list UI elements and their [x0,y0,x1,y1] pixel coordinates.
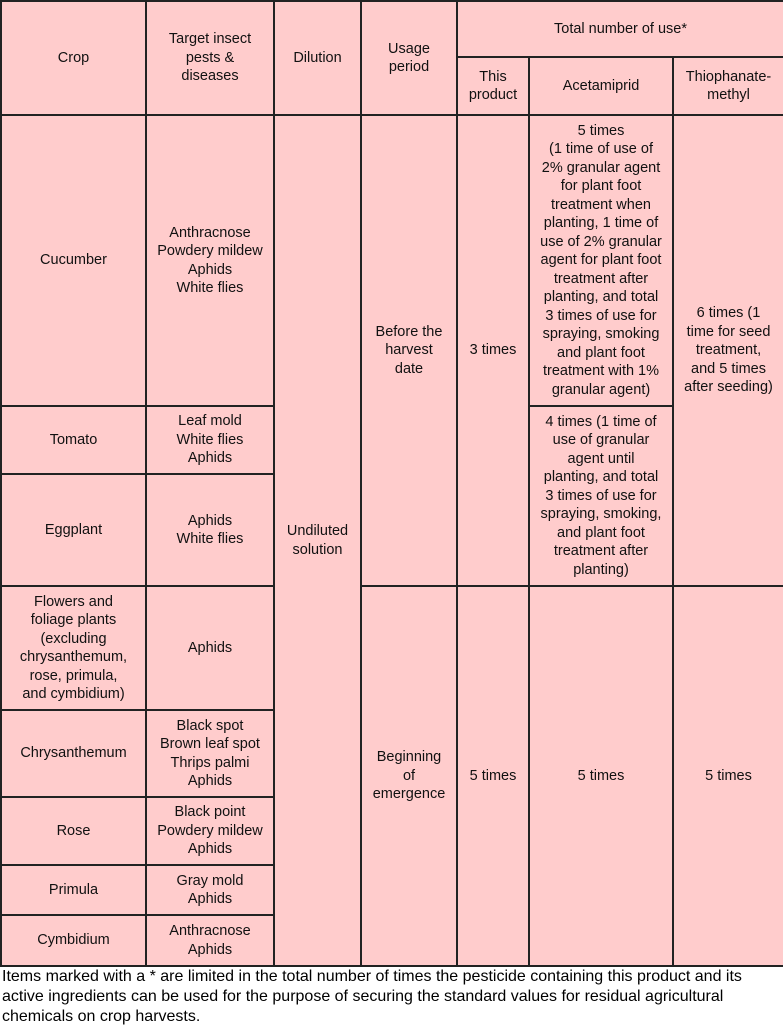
target-flowers: Aphids [146,586,274,710]
crop-rose: Rose [1,797,146,865]
header-usage-period: Usage period [361,1,457,115]
crop-flowers: Flowers and foliage plants (excluding chrysanthemum, rose, primula, and cymbidium) [1,586,146,710]
dilution-cell: Undiluted solution [274,115,361,966]
crop-chrysanthemum: Chrysanthemum [1,710,146,797]
acetamiprid-tomato-eggplant: 4 times (1 time of use of granular agent until planting, and total 3 times of use for spraying, smoking, and plant foot treatment after planting) [529,406,673,586]
header-row-1 [1,1,783,57]
acetamiprid-cucumber: 5 times (1 time of use of 2% granular agent for plant foot treatment when planting, 1 time of use of 2% granular agent for plant foot treatment after planting, and total 3 times of use for spraying, smoking and plant foot treatment with 1% granular agent) [529,115,673,406]
header-target-pests: Target insect pests & diseases [146,1,274,115]
header-crop: Crop [1,1,146,115]
target-chrysanthemum: Black spot Brown leaf spot Thrips palmi Aphids [146,710,274,797]
target-tomato: Leaf mold White flies Aphids [146,406,274,474]
thiophanate-flowers: 5 times [673,586,783,966]
target-cucumber: Anthracnose Powdery mildew Aphids White flies [146,115,274,406]
crop-tomato: Tomato [1,406,146,474]
crop-primula: Primula [1,865,146,915]
target-primula: Gray mold Aphids [146,865,274,915]
header-this-product: This product [457,57,529,115]
usage-period-vegetables: Before the harvest date [361,115,457,586]
header-acetamiprid: Acetamiprid [529,57,673,115]
table-row-cucumber [1,115,783,406]
this-product-vegetables: 3 times [457,115,529,586]
thiophanate-vegetables: 6 times (1 time for seed treatment, and 5 times after seeding) [673,115,783,586]
header-thiophanate-methyl: Thiophanate- methyl [673,57,783,115]
usage-period-flowers: Beginning of emergence [361,586,457,966]
crop-eggplant: Eggplant [1,474,146,586]
target-cymbidium: Anthracnose Aphids [146,915,274,966]
target-eggplant: Aphids White flies [146,474,274,586]
footnote: Items marked with a * are limited in the total number of times the pesticide containing this product and its active ingredients can be used for the purpose of securing the standard values for residual agricultural chemicals on crop harvests. [2,968,742,1025]
table-row-flowers [1,586,783,710]
crop-cucumber: Cucumber [1,115,146,406]
acetamiprid-flowers: 5 times [529,586,673,966]
header-dilution: Dilution [274,1,361,115]
this-product-flowers: 5 times [457,586,529,966]
crop-cymbidium: Cymbidium [1,915,146,966]
header-total-use: Total number of use* [457,1,783,57]
target-rose: Black point Powdery mildew Aphids [146,797,274,865]
